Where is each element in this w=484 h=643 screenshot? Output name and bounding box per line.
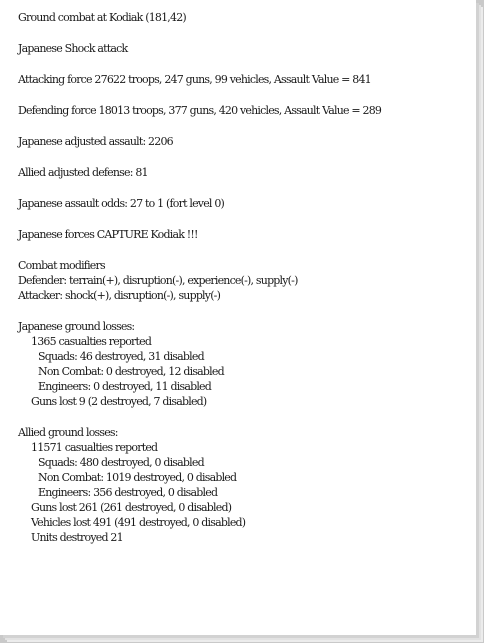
combat-report-text [18, 10, 470, 545]
attacker-modifiers: Attacker: shock(+), disruption(-), supply(-) [18, 289, 221, 302]
report-header: Ground combat at Kodiak (181,42) [18, 11, 186, 24]
japanese-squads: Squads: 46 destroyed, 31 disabled [38, 350, 204, 363]
adjusted-defense: Allied adjusted defense: 81 [18, 166, 148, 179]
attack-type: Japanese Shock attack [18, 42, 128, 55]
allied-losses-title: Allied ground losses: [18, 426, 118, 439]
allied-non-combat: Non Combat: 1019 destroyed, 0 disabled [38, 471, 237, 484]
allied-casualties: 11571 casualties reported [31, 441, 158, 454]
japanese-engineers: Engineers: 0 destroyed, 11 disabled [38, 380, 212, 393]
japanese-losses-title: Japanese ground losses: [18, 320, 135, 333]
japanese-casualties: 1365 casualties reported [31, 335, 152, 348]
allied-units-destroyed: Units destroyed 21 [31, 531, 123, 544]
defending-force: Defending force 18013 troops, 377 guns, 420 vehicles, Assault Value = 289 [18, 104, 382, 117]
allied-vehicles: Vehicles lost 491 (491 destroyed, 0 disabled) [31, 516, 246, 529]
adjusted-assault: Japanese adjusted assault: 2206 [18, 135, 173, 148]
combat-result: Japanese forces CAPTURE Kodiak !!! [18, 228, 198, 241]
allied-engineers: Engineers: 356 destroyed, 0 disabled [38, 486, 218, 499]
attacking-force: Attacking force 27622 troops, 247 guns, 99 vehicles, Assault Value = 841 [18, 73, 371, 86]
japanese-non-combat: Non Combat: 0 destroyed, 12 disabled [38, 365, 224, 378]
modifiers-title: Combat modifiers [18, 259, 105, 272]
allied-guns: Guns lost 261 (261 destroyed, 0 disabled) [31, 501, 232, 514]
assault-odds: Japanese assault odds: 27 to 1 (fort level 0) [18, 197, 225, 210]
allied-squads: Squads: 480 destroyed, 0 disabled [38, 456, 204, 469]
japanese-guns: Guns lost 9 (2 destroyed, 7 disabled) [31, 395, 207, 408]
defender-modifiers: Defender: terrain(+), disruption(-), experience(-), supply(-) [18, 274, 298, 287]
